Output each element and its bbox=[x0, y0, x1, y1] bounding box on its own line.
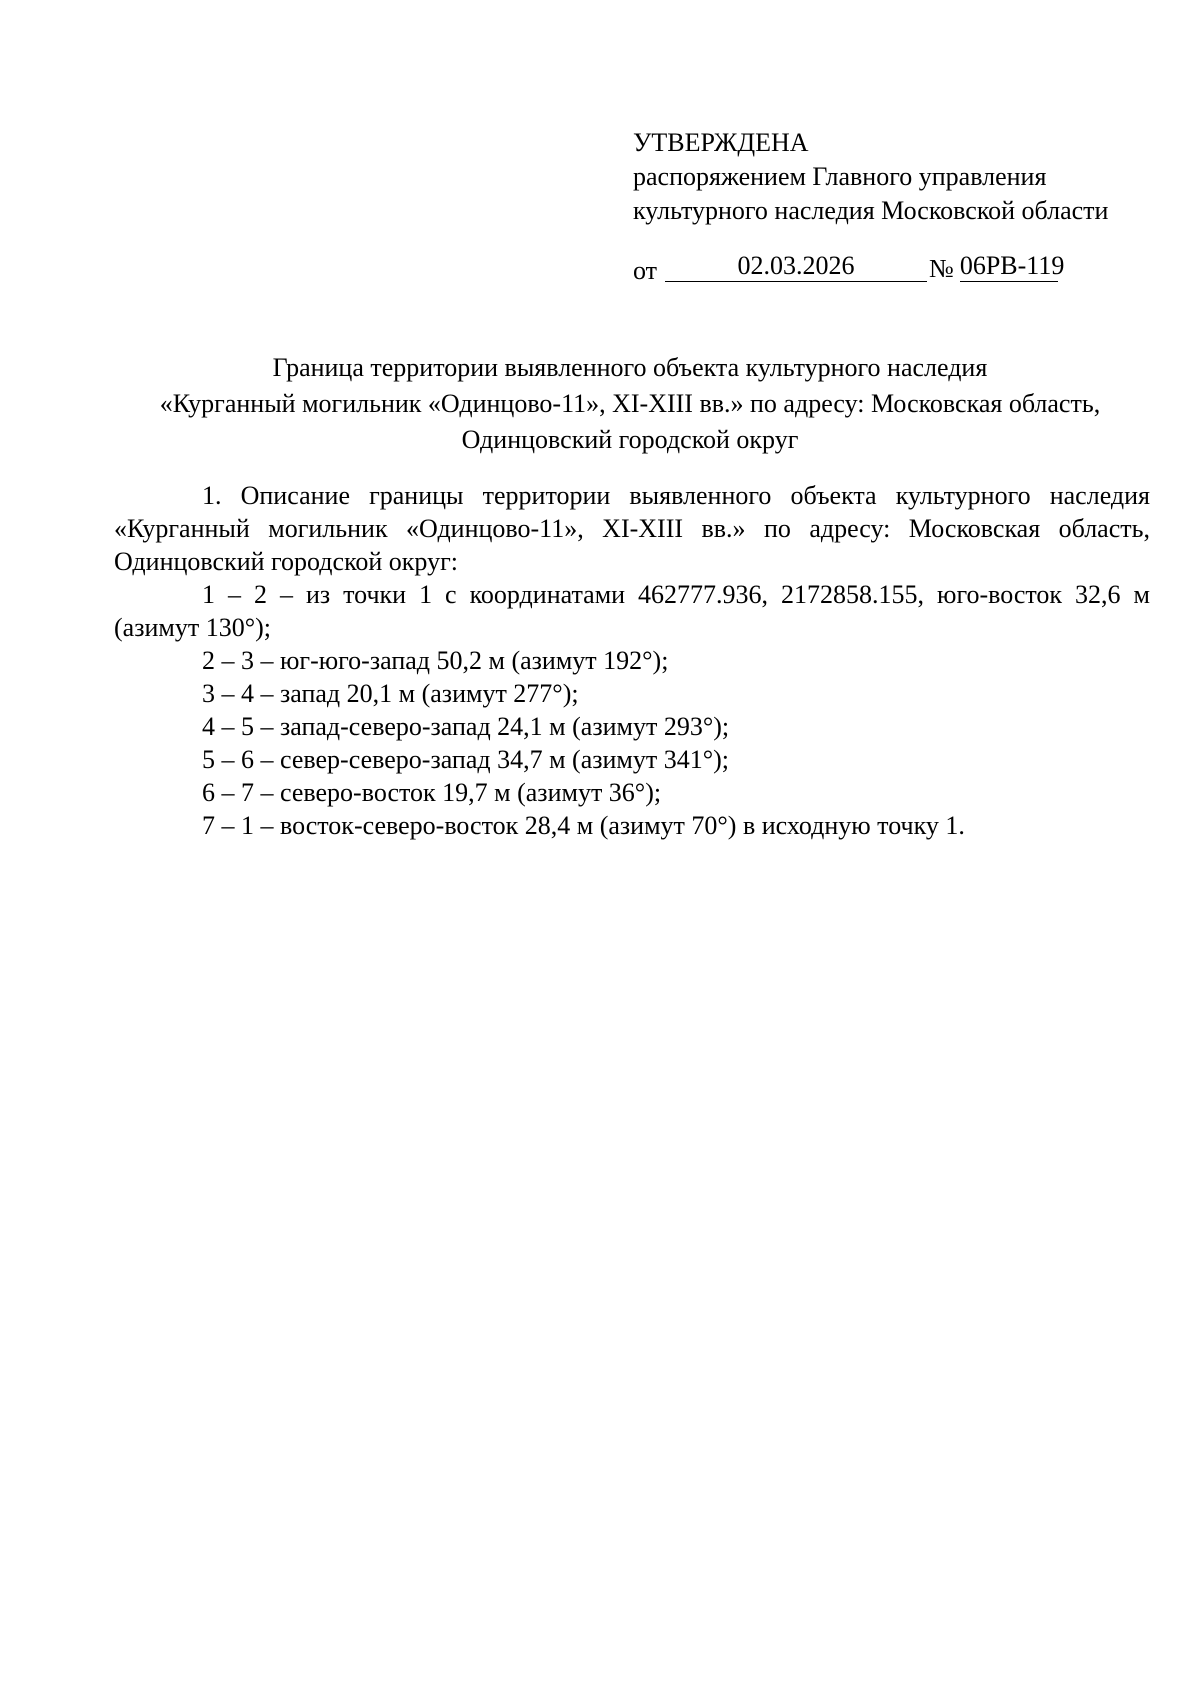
from-label: от bbox=[633, 256, 658, 285]
approval-block bbox=[633, 126, 1108, 228]
boundary-segment: 6 – 7 – северо-восток 19,7 м (азимут 36°); bbox=[202, 778, 662, 807]
title-line-2: «Курганный могильник «Одинцово-11», XI-XIII вв.» по адресу: Московская область, bbox=[159, 389, 1101, 418]
approval-date-number bbox=[633, 248, 1065, 285]
approval-number: 06РВ-119 bbox=[959, 251, 1065, 280]
document-title bbox=[110, 350, 1150, 458]
approval-heading: УТВЕРЖДЕНА bbox=[633, 128, 809, 157]
title-line-1: Граница территории выявленного объекта культурного наследия bbox=[272, 353, 988, 382]
boundary-segment: 7 – 1 – восток-северо-восток 28,4 м (азимут 70°) в исходную точку 1. bbox=[202, 811, 965, 840]
number-label: № bbox=[929, 254, 954, 283]
boundary-segment: 4 – 5 – запад-северо-запад 24,1 м (азимут 293°); bbox=[202, 712, 730, 741]
boundary-segment: 2 – 3 – юг-юго-запад 50,2 м (азимут 192°); bbox=[202, 646, 669, 675]
title-line-3: Одинцовский городской округ bbox=[461, 425, 799, 454]
approval-line-2: культурного наследия Московской области bbox=[633, 196, 1109, 225]
description-intro: 1. Описание границы территории выявленного объекта культурного наследия «Курганный могильник «Одинцово-11», XI-XIII вв.» по адресу: Московская область, Одинцовский городской округ: bbox=[114, 481, 1150, 576]
boundary-segment: 3 – 4 – запад 20,1 м (азимут 277°); bbox=[202, 679, 579, 708]
approval-date: 02.03.2026 bbox=[665, 251, 927, 282]
boundary-segment: 1 – 2 – из точки 1 с координатами 462777.936, 2172858.155, юго-восток 32,6 м (азимут 130°); bbox=[114, 580, 1150, 642]
boundary-description bbox=[114, 479, 1150, 842]
boundary-segment: 5 – 6 – север-северо-запад 34,7 м (азимут 341°); bbox=[202, 745, 730, 774]
approval-line-1: распоряжением Главного управления bbox=[633, 162, 1047, 191]
